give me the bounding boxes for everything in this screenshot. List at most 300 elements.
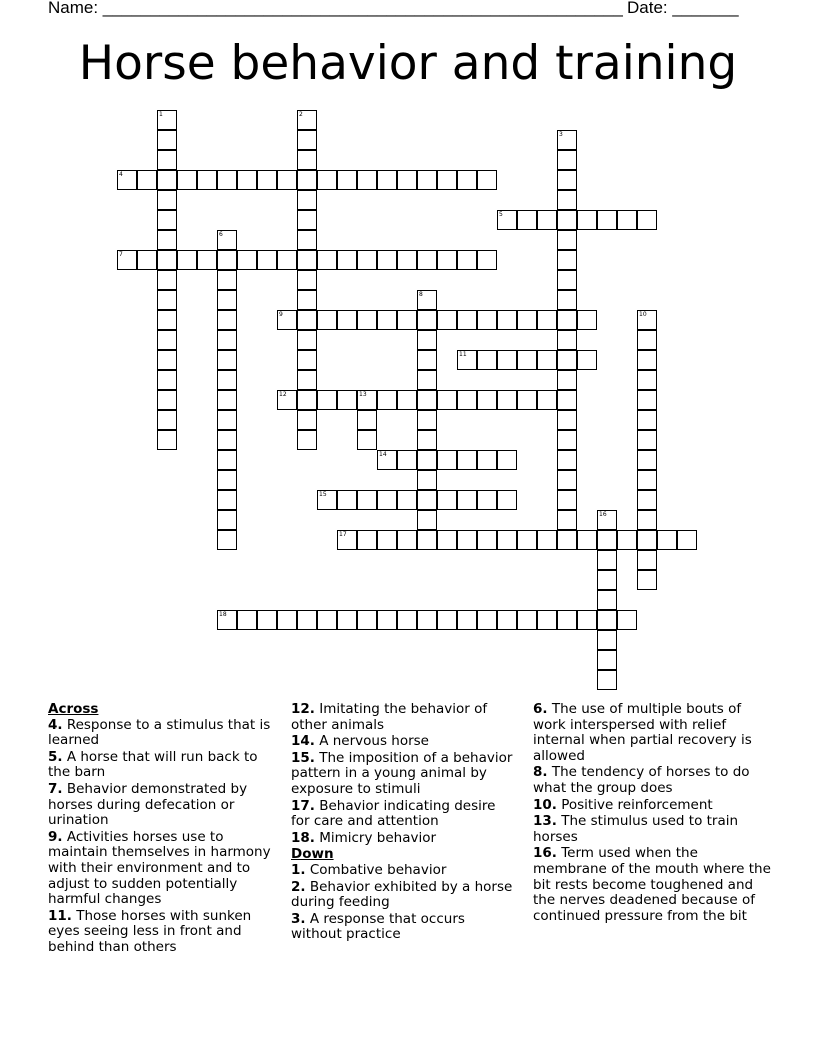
grid-cell[interactable] xyxy=(497,530,517,550)
grid-cell[interactable] xyxy=(437,390,457,410)
clue-text: Term used when the membrane of the mouth where the bit rests become toughened and the nerves deadened because of continued pressure from the bit xyxy=(533,845,771,924)
grid-cell[interactable] xyxy=(477,310,497,330)
grid-cell[interactable] xyxy=(557,610,577,630)
grid-cell[interactable] xyxy=(537,210,557,230)
grid-cell[interactable] xyxy=(297,410,317,430)
grid-cell[interactable] xyxy=(557,330,577,350)
clue-column-1 xyxy=(48,702,282,957)
clue-number: 2. xyxy=(291,878,306,895)
grid-cell[interactable] xyxy=(497,310,517,330)
down-clue xyxy=(533,702,773,764)
grid-cell[interactable] xyxy=(637,210,657,230)
grid-cell[interactable] xyxy=(337,490,357,510)
grid-cell[interactable] xyxy=(517,390,537,410)
grid-cell[interactable] xyxy=(417,170,437,190)
across-clue xyxy=(291,702,515,733)
grid-cell[interactable] xyxy=(377,610,397,630)
grid-cell[interactable] xyxy=(417,530,437,550)
grid-cell[interactable] xyxy=(437,490,457,510)
grid-cell[interactable] xyxy=(617,210,637,230)
down-clue xyxy=(533,798,773,814)
clue-text: The use of multiple bouts of work interspersed with relief internal when partial recovery is allowed xyxy=(533,701,752,764)
grid-cell[interactable] xyxy=(497,210,517,230)
clue-text: Combative behavior xyxy=(305,861,447,878)
grid-cell[interactable] xyxy=(537,350,557,370)
grid-cell[interactable] xyxy=(577,530,597,550)
grid-cell[interactable] xyxy=(377,310,397,330)
grid-cell[interactable] xyxy=(637,410,657,430)
grid-cell[interactable] xyxy=(317,490,337,510)
grid-cell[interactable] xyxy=(497,610,517,630)
across-clue xyxy=(48,782,282,829)
grid-cell[interactable] xyxy=(577,310,597,330)
grid-cell[interactable] xyxy=(437,170,457,190)
clue-number-label: 18 xyxy=(219,611,227,618)
grid-cell[interactable] xyxy=(157,270,177,290)
clue-number: 9. xyxy=(48,828,63,845)
grid-cell[interactable] xyxy=(557,170,577,190)
clue-number: 3. xyxy=(291,910,306,927)
grid-cell[interactable] xyxy=(377,250,397,270)
grid-cell[interactable] xyxy=(457,170,477,190)
grid-cell[interactable] xyxy=(277,390,297,410)
grid-cell[interactable] xyxy=(157,330,177,350)
grid-cell[interactable] xyxy=(637,550,657,570)
down-clue xyxy=(291,912,515,943)
grid-cell[interactable] xyxy=(417,330,437,350)
grid-cell[interactable] xyxy=(417,390,437,410)
grid-cell[interactable] xyxy=(537,610,557,630)
grid-cell[interactable] xyxy=(297,270,317,290)
grid-cell[interactable] xyxy=(177,170,197,190)
grid-cell[interactable] xyxy=(597,670,617,690)
clue-number: 11. xyxy=(48,907,72,924)
grid-cell[interactable] xyxy=(157,350,177,370)
grid-cell[interactable] xyxy=(157,130,177,150)
grid-cell[interactable] xyxy=(497,450,517,470)
across-clue xyxy=(48,830,282,908)
grid-cell[interactable] xyxy=(417,510,437,530)
grid-cell[interactable] xyxy=(557,370,577,390)
grid-cell[interactable] xyxy=(257,170,277,190)
grid-cell[interactable] xyxy=(557,490,577,510)
grid-cell[interactable] xyxy=(557,530,577,550)
grid-cell[interactable] xyxy=(297,210,317,230)
clue-number: 1. xyxy=(291,861,306,878)
grid-cell[interactable] xyxy=(217,250,237,270)
grid-cell[interactable] xyxy=(377,390,397,410)
grid-cell[interactable] xyxy=(417,290,437,310)
grid-cell[interactable] xyxy=(197,250,217,270)
grid-cell[interactable] xyxy=(257,610,277,630)
clue-number: 4. xyxy=(48,716,63,733)
grid-cell[interactable] xyxy=(517,530,537,550)
grid-cell[interactable] xyxy=(357,610,377,630)
grid-cell[interactable] xyxy=(637,350,657,370)
grid-cell[interactable] xyxy=(417,310,437,330)
grid-cell[interactable] xyxy=(297,610,317,630)
clue-number: 12. xyxy=(291,701,315,717)
grid-cell[interactable] xyxy=(417,250,437,270)
grid-cell[interactable] xyxy=(637,310,657,330)
grid-cell[interactable] xyxy=(537,390,557,410)
down-clue xyxy=(291,863,515,879)
grid-cell[interactable] xyxy=(597,510,617,530)
grid-cell[interactable] xyxy=(157,410,177,430)
grid-cell[interactable] xyxy=(517,210,537,230)
grid-cell[interactable] xyxy=(557,470,577,490)
clue-text: The imposition of a behavior pattern in a young animal by exposure to stimuli xyxy=(291,749,513,797)
grid-cell[interactable] xyxy=(437,250,457,270)
grid-cell[interactable] xyxy=(437,530,457,550)
grid-cell[interactable] xyxy=(117,250,137,270)
grid-cell[interactable] xyxy=(297,390,317,410)
grid-cell[interactable] xyxy=(157,390,177,410)
clue-number: 15. xyxy=(291,749,315,766)
grid-cell[interactable] xyxy=(217,470,237,490)
grid-cell[interactable] xyxy=(517,310,537,330)
grid-cell[interactable] xyxy=(417,370,437,390)
clue-number-label: 17 xyxy=(339,531,347,538)
grid-cell[interactable] xyxy=(297,110,317,130)
grid-cell[interactable] xyxy=(597,630,617,650)
grid-cell[interactable] xyxy=(477,250,497,270)
grid-cell[interactable] xyxy=(637,510,657,530)
grid-cell[interactable] xyxy=(277,310,297,330)
grid-cell[interactable] xyxy=(297,250,317,270)
grid-cell[interactable] xyxy=(637,450,657,470)
grid-cell[interactable] xyxy=(557,230,577,250)
clue-text: Mimicry behavior xyxy=(314,829,437,846)
grid-cell[interactable] xyxy=(357,310,377,330)
grid-cell[interactable] xyxy=(217,510,237,530)
grid-cell[interactable] xyxy=(217,270,237,290)
grid-cell[interactable] xyxy=(617,530,637,550)
grid-cell[interactable] xyxy=(217,310,237,330)
grid-cell[interactable] xyxy=(557,210,577,230)
grid-cell[interactable] xyxy=(397,390,417,410)
grid-cell[interactable] xyxy=(297,310,317,330)
grid-cell[interactable] xyxy=(477,530,497,550)
grid-cell[interactable] xyxy=(557,350,577,370)
grid-cell[interactable] xyxy=(557,430,577,450)
grid-cell[interactable] xyxy=(597,590,617,610)
grid-cell[interactable] xyxy=(397,530,417,550)
grid-cell[interactable] xyxy=(557,450,577,470)
clue-text: Those horses with sunken eyes seeing less in front and behind than others xyxy=(48,907,252,955)
grid-cell[interactable] xyxy=(417,490,437,510)
grid-cell[interactable] xyxy=(677,530,697,550)
grid-cell[interactable] xyxy=(617,610,637,630)
clue-number-label: 8 xyxy=(419,291,423,298)
clue-text: Activities horses use to maintain themselves in harmony with their environment and to adjust to sudden potentially harmful changes xyxy=(48,828,271,908)
grid-cell[interactable] xyxy=(357,170,377,190)
grid-cell[interactable] xyxy=(517,350,537,370)
grid-cell[interactable] xyxy=(417,450,437,470)
grid-cell[interactable] xyxy=(637,570,657,590)
grid-cell[interactable] xyxy=(457,610,477,630)
grid-cell[interactable] xyxy=(237,250,257,270)
clue-column-2 xyxy=(291,702,515,944)
grid-cell[interactable] xyxy=(217,450,237,470)
grid-cell[interactable] xyxy=(297,130,317,150)
grid-cell[interactable] xyxy=(337,250,357,270)
grid-cell[interactable] xyxy=(297,190,317,210)
grid-cell[interactable] xyxy=(297,370,317,390)
grid-cell[interactable] xyxy=(157,230,177,250)
grid-cell[interactable] xyxy=(377,170,397,190)
clue-number-label: 5 xyxy=(499,211,503,218)
grid-cell[interactable] xyxy=(157,370,177,390)
clue-text: Response to a stimulus that is learned xyxy=(48,716,271,749)
clue-number: 17. xyxy=(291,797,315,814)
grid-cell[interactable] xyxy=(417,350,437,370)
grid-cell[interactable] xyxy=(217,370,237,390)
across-clue xyxy=(291,831,515,847)
grid-cell[interactable] xyxy=(117,170,137,190)
grid-cell[interactable] xyxy=(657,530,677,550)
grid-cell[interactable] xyxy=(557,150,577,170)
clue-text: A response that occurs without practice xyxy=(291,910,465,943)
clue-text: Imitating the behavior of other animals xyxy=(291,701,488,733)
grid-cell[interactable] xyxy=(217,390,237,410)
grid-cell[interactable] xyxy=(477,390,497,410)
grid-cell[interactable] xyxy=(597,530,617,550)
grid-cell[interactable] xyxy=(157,430,177,450)
grid-cell[interactable] xyxy=(637,430,657,450)
grid-cell[interactable] xyxy=(157,250,177,270)
grid-cell[interactable] xyxy=(557,410,577,430)
clue-number-label: 4 xyxy=(119,171,123,178)
date-field[interactable]: Date: _______ xyxy=(627,0,739,17)
grid-cell[interactable] xyxy=(337,530,357,550)
grid-cell[interactable] xyxy=(437,450,457,470)
grid-cell[interactable] xyxy=(417,610,437,630)
clue-number-label: 9 xyxy=(279,311,283,318)
clue-text: The tendency of horses to do what the group does xyxy=(533,764,750,796)
grid-cell[interactable] xyxy=(397,450,417,470)
grid-cell[interactable] xyxy=(157,150,177,170)
across-heading: Across xyxy=(48,701,99,717)
grid-cell[interactable] xyxy=(377,530,397,550)
grid-cell[interactable] xyxy=(457,310,477,330)
across-clue xyxy=(291,799,515,830)
name-field[interactable]: Name: _______________________________________________________ xyxy=(48,0,623,17)
grid-cell[interactable] xyxy=(317,310,337,330)
grid-cell[interactable] xyxy=(597,570,617,590)
grid-cell[interactable] xyxy=(257,250,277,270)
clue-text: Positive reinforcement xyxy=(556,796,713,813)
grid-cell[interactable] xyxy=(497,490,517,510)
down-clue xyxy=(291,880,515,911)
clue-number: 16. xyxy=(533,845,557,862)
grid-cell[interactable] xyxy=(217,490,237,510)
clue-number: 6. xyxy=(533,701,548,717)
grid-cell[interactable] xyxy=(417,470,437,490)
grid-cell[interactable] xyxy=(297,170,317,190)
grid-cell[interactable] xyxy=(357,430,377,450)
clue-number-label: 15 xyxy=(319,491,327,498)
grid-cell[interactable] xyxy=(157,170,177,190)
across-clue xyxy=(291,751,515,798)
grid-cell[interactable] xyxy=(417,410,437,430)
grid-cell[interactable] xyxy=(397,310,417,330)
grid-cell[interactable] xyxy=(337,610,357,630)
grid-cell[interactable] xyxy=(577,210,597,230)
grid-cell[interactable] xyxy=(157,310,177,330)
grid-cell[interactable] xyxy=(477,610,497,630)
grid-cell[interactable] xyxy=(217,610,237,630)
grid-cell[interactable] xyxy=(297,350,317,370)
grid-cell[interactable] xyxy=(277,250,297,270)
clue-number-label: 2 xyxy=(299,111,303,118)
grid-cell[interactable] xyxy=(557,290,577,310)
grid-cell[interactable] xyxy=(217,290,237,310)
grid-cell[interactable] xyxy=(377,490,397,510)
clue-number: 18. xyxy=(291,829,315,846)
grid-cell[interactable] xyxy=(157,110,177,130)
grid-cell[interactable] xyxy=(357,490,377,510)
grid-cell[interactable] xyxy=(597,210,617,230)
down-heading: Down xyxy=(291,846,334,863)
grid-cell[interactable] xyxy=(597,550,617,570)
grid-cell[interactable] xyxy=(297,150,317,170)
grid-cell[interactable] xyxy=(317,250,337,270)
grid-cell[interactable] xyxy=(557,130,577,150)
clue-number-label: 1 xyxy=(159,111,163,118)
grid-cell[interactable] xyxy=(397,170,417,190)
grid-cell[interactable] xyxy=(237,610,257,630)
grid-cell[interactable] xyxy=(317,390,337,410)
grid-cell[interactable] xyxy=(637,470,657,490)
clue-text: Behavior exhibited by a horse during feeding xyxy=(291,878,513,911)
grid-cell[interactable] xyxy=(157,190,177,210)
grid-cell[interactable] xyxy=(277,610,297,630)
grid-cell[interactable] xyxy=(417,430,437,450)
grid-cell[interactable] xyxy=(137,170,157,190)
grid-cell[interactable] xyxy=(337,170,357,190)
across-clue xyxy=(291,734,515,750)
grid-cell[interactable] xyxy=(457,350,477,370)
grid-cell[interactable] xyxy=(637,390,657,410)
grid-cell[interactable] xyxy=(457,390,477,410)
clue-number-label: 7 xyxy=(119,251,123,258)
clue-number: 13. xyxy=(533,813,557,830)
down-clue xyxy=(533,814,773,845)
across-clue xyxy=(48,909,282,956)
grid-cell[interactable] xyxy=(537,530,557,550)
grid-cell[interactable] xyxy=(317,170,337,190)
grid-cell[interactable] xyxy=(397,250,417,270)
grid-cell[interactable] xyxy=(157,210,177,230)
grid-cell[interactable] xyxy=(317,610,337,630)
grid-cell[interactable] xyxy=(457,490,477,510)
grid-cell[interactable] xyxy=(357,390,377,410)
grid-cell[interactable] xyxy=(337,310,357,330)
clue-number-label: 3 xyxy=(559,131,563,138)
grid-cell[interactable] xyxy=(577,610,597,630)
grid-cell[interactable] xyxy=(297,430,317,450)
grid-cell[interactable] xyxy=(217,170,237,190)
grid-cell[interactable] xyxy=(477,170,497,190)
clue-number-label: 16 xyxy=(599,511,607,518)
across-clue xyxy=(48,718,282,749)
clue-number-label: 6 xyxy=(219,231,223,238)
grid-cell[interactable] xyxy=(397,490,417,510)
across-clue xyxy=(48,750,282,781)
grid-cell[interactable] xyxy=(637,370,657,390)
grid-cell[interactable] xyxy=(557,310,577,330)
grid-cell[interactable] xyxy=(157,290,177,310)
grid-cell[interactable] xyxy=(137,250,157,270)
grid-cell[interactable] xyxy=(457,250,477,270)
grid-cell[interactable] xyxy=(457,530,477,550)
grid-cell[interactable] xyxy=(537,310,557,330)
grid-cell[interactable] xyxy=(357,250,377,270)
grid-cell[interactable] xyxy=(477,450,497,470)
grid-cell[interactable] xyxy=(357,530,377,550)
grid-cell[interactable] xyxy=(637,530,657,550)
clue-number: 14. xyxy=(291,733,315,750)
grid-cell[interactable] xyxy=(357,410,377,430)
grid-cell[interactable] xyxy=(477,350,497,370)
grid-cell[interactable] xyxy=(517,610,537,630)
clue-number-label: 13 xyxy=(359,391,367,398)
grid-cell[interactable] xyxy=(637,330,657,350)
grid-cell[interactable] xyxy=(237,170,257,190)
grid-cell[interactable] xyxy=(217,330,237,350)
grid-cell[interactable] xyxy=(477,490,497,510)
clue-number: 10. xyxy=(533,796,557,813)
grid-cell[interactable] xyxy=(297,290,317,310)
grid-cell[interactable] xyxy=(557,190,577,210)
grid-cell[interactable] xyxy=(557,270,577,290)
grid-cell[interactable] xyxy=(217,530,237,550)
grid-cell[interactable] xyxy=(217,230,237,250)
grid-cell[interactable] xyxy=(377,450,397,470)
grid-cell[interactable] xyxy=(557,390,577,410)
grid-cell[interactable] xyxy=(337,390,357,410)
grid-cell[interactable] xyxy=(277,170,297,190)
grid-cell[interactable] xyxy=(597,610,617,630)
clue-number-label: 14 xyxy=(379,451,387,458)
grid-cell[interactable] xyxy=(297,330,317,350)
grid-cell[interactable] xyxy=(577,350,597,370)
grid-cell[interactable] xyxy=(437,310,457,330)
grid-cell[interactable] xyxy=(437,610,457,630)
grid-cell[interactable] xyxy=(557,250,577,270)
grid-cell[interactable] xyxy=(497,390,517,410)
grid-cell[interactable] xyxy=(217,350,237,370)
grid-cell[interactable] xyxy=(297,230,317,250)
grid-cell[interactable] xyxy=(217,430,237,450)
grid-cell[interactable] xyxy=(397,610,417,630)
clue-column-3 xyxy=(533,702,773,925)
grid-cell[interactable] xyxy=(197,170,217,190)
grid-cell[interactable] xyxy=(637,490,657,510)
grid-cell[interactable] xyxy=(597,650,617,670)
clue-number-label: 11 xyxy=(459,351,467,358)
clue-text: A horse that will run back to the barn xyxy=(48,748,258,781)
grid-cell[interactable] xyxy=(497,350,517,370)
grid-cell[interactable] xyxy=(457,450,477,470)
grid-cell[interactable] xyxy=(177,250,197,270)
clue-text: The stimulus used to train horses xyxy=(533,813,739,845)
clue-number: 7. xyxy=(48,780,63,797)
grid-cell[interactable] xyxy=(557,510,577,530)
clue-number: 5. xyxy=(48,748,63,765)
grid-cell[interactable] xyxy=(217,410,237,430)
